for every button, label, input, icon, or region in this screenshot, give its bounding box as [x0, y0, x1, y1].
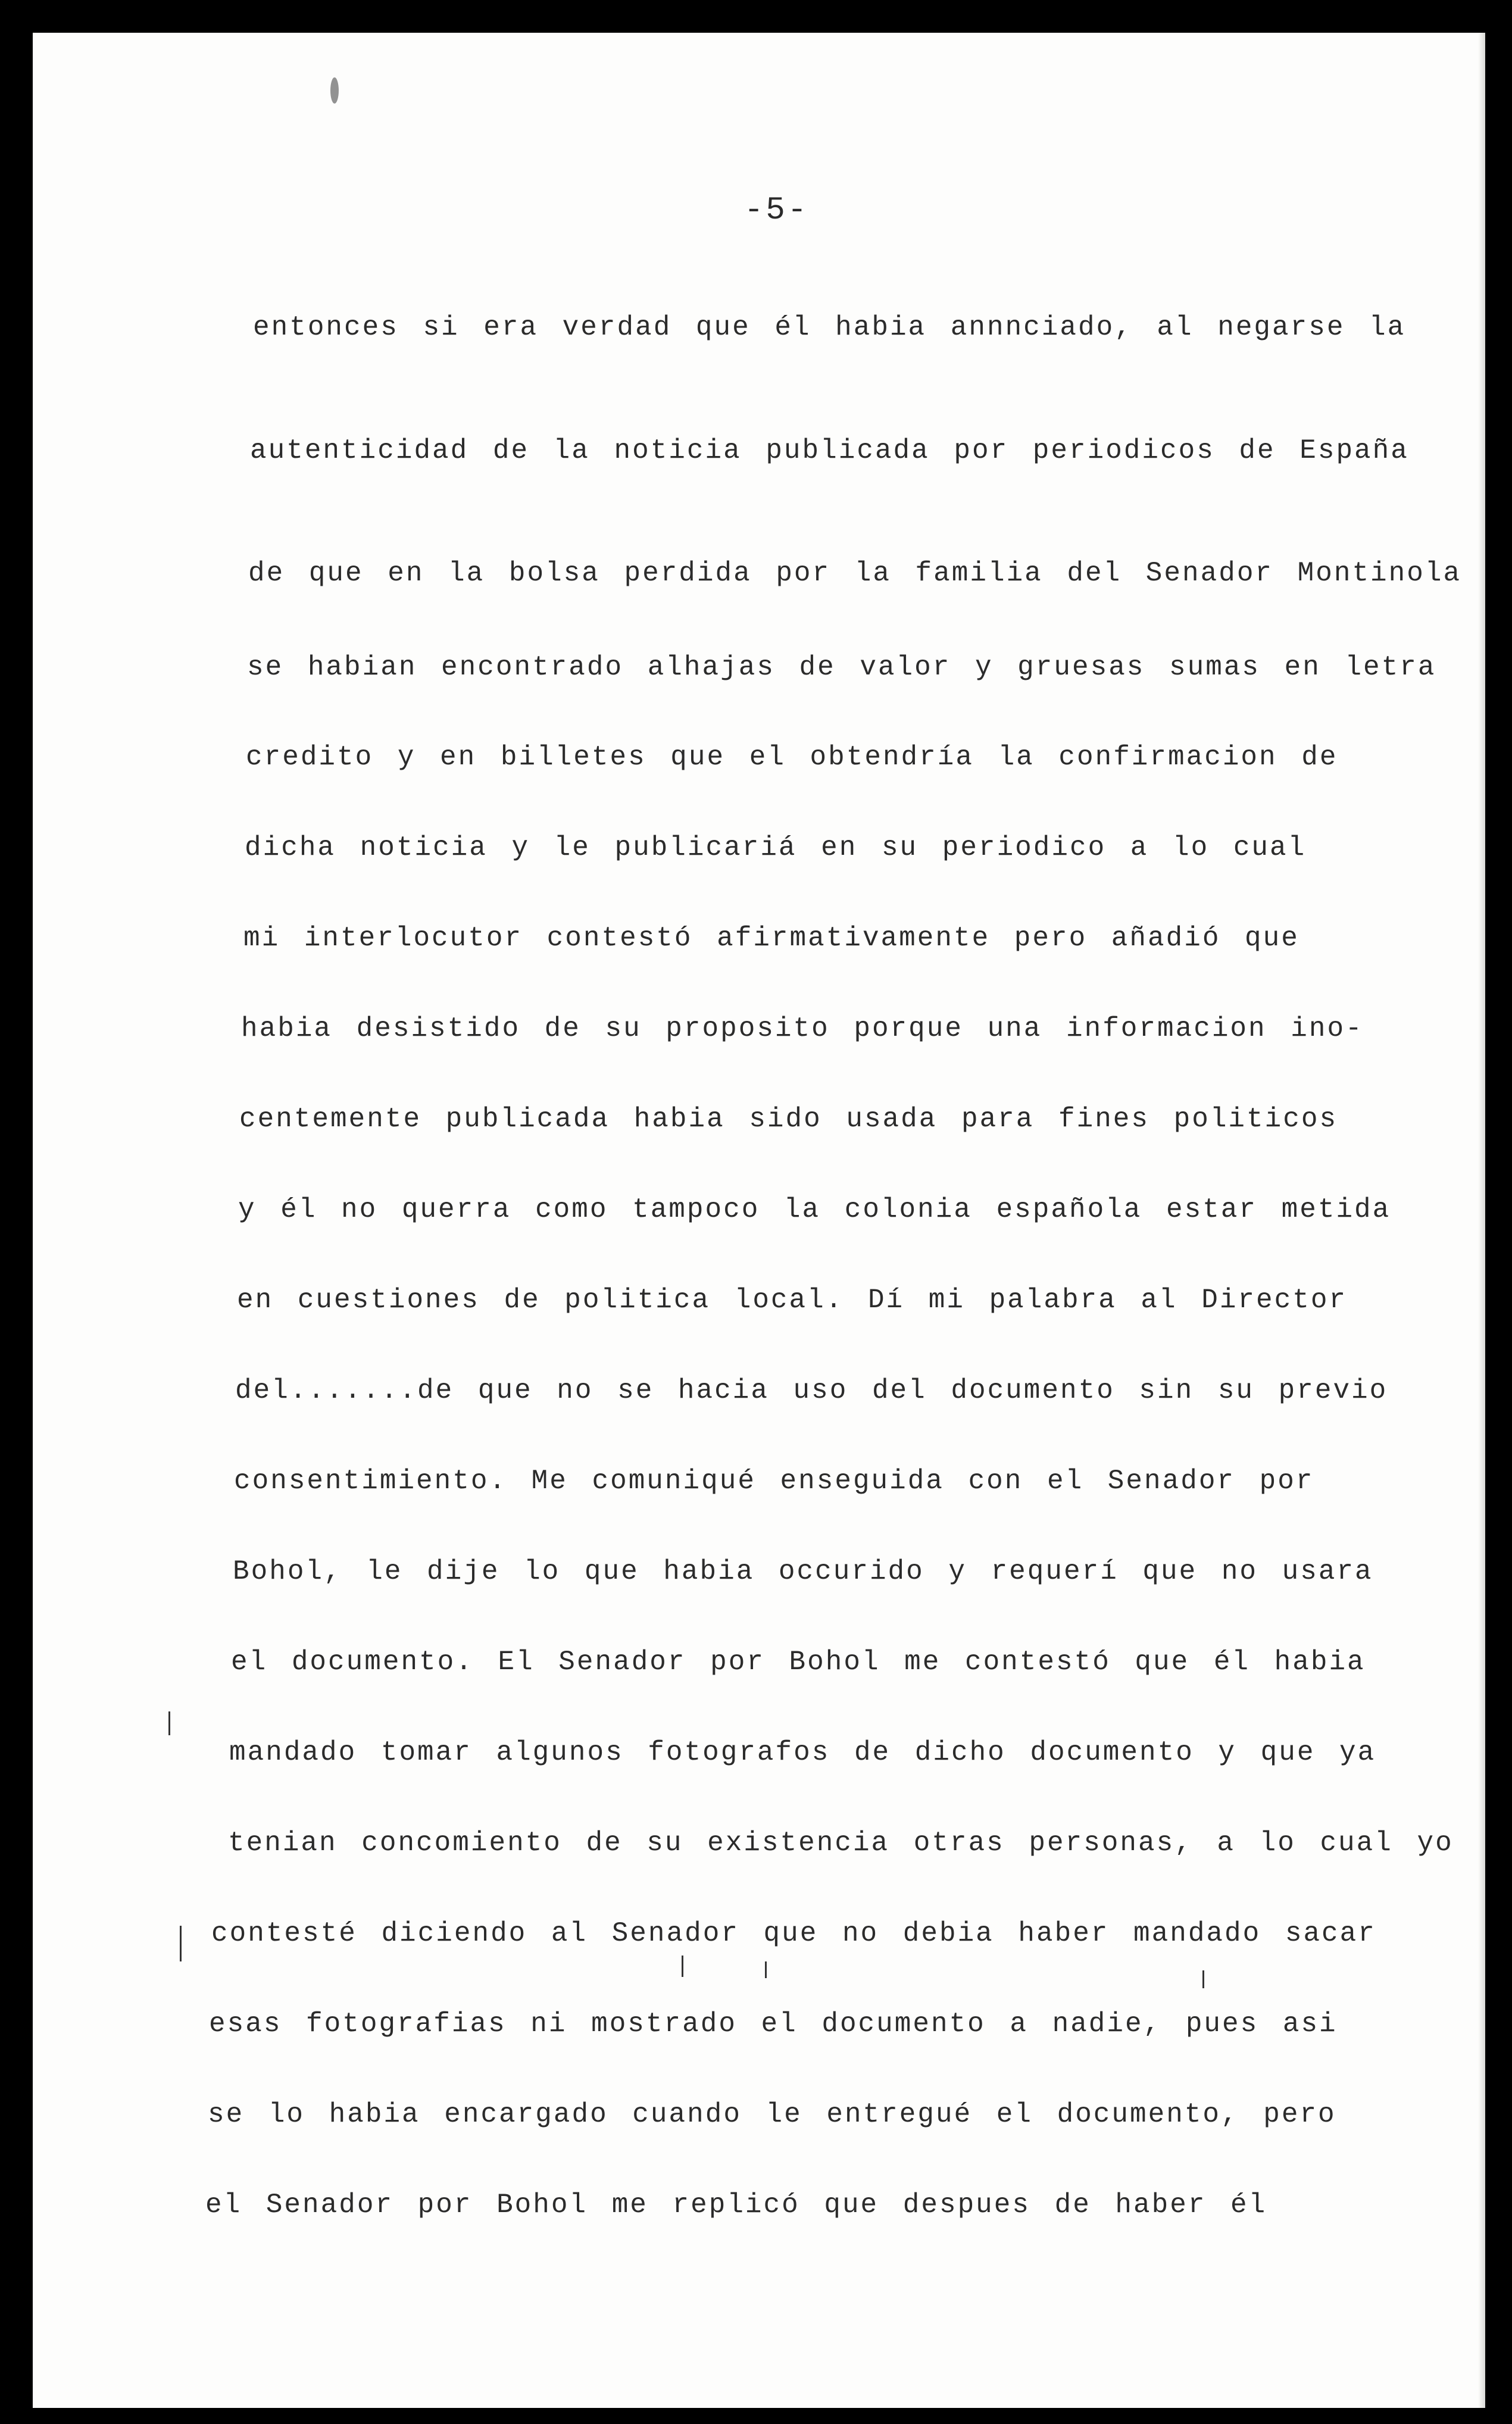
stray-mark: [1202, 1970, 1204, 1988]
text-line: el Senador por Bohol me replicó que despues de haber él: [205, 2189, 1267, 2220]
text-line: de que en la bolsa perdida por la familia del Senador Montinola: [248, 558, 1462, 589]
text-line: habia desistido de su proposito porque una informacion ino-: [241, 1013, 1364, 1044]
text-line: autenticidad de la noticia publicada por periodicos de España: [250, 435, 1409, 466]
stray-mark: [168, 1711, 170, 1735]
text-line: credito y en billetes que el obtendría la confirmacion de: [246, 742, 1338, 773]
text-line: se lo habia encargado cuando le entregué el documento, pero: [208, 2099, 1336, 2130]
text-line: centemente publicada habia sido usada para fines politicos: [239, 1104, 1338, 1135]
punch-hole-mark: [330, 77, 339, 104]
text-line: consentimiento. Me comuniqué enseguida con el Senador por: [234, 1466, 1314, 1497]
text-line: mandado tomar algunos fotografos de dicho documento y que ya: [229, 1737, 1376, 1768]
page-number: -5-: [744, 192, 810, 229]
text-line: en cuestiones de politica local. Dí mi palabra al Director: [237, 1285, 1348, 1316]
stray-mark: [180, 1926, 182, 1961]
text-line: y él no querra como tampoco la colonia española estar metida: [238, 1194, 1391, 1225]
text-line: el documento. El Senador por Bohol me contestó que él habia: [231, 1647, 1366, 1678]
text-line: mi interlocutor contestó afirmativamente pero añadió que: [243, 923, 1299, 954]
stray-mark: [682, 1956, 683, 1977]
text-line: esas fotografias ni mostrado el documento a nadie, pues asi: [209, 2008, 1338, 2039]
text-line: Bohol, le dije lo que habia occurido y requerí que no usara: [233, 1556, 1373, 1587]
text-line: entonces si era verdad que él habia annnciado, al negarse la: [253, 312, 1406, 343]
text-line: dicha noticia y le publicariá en su periodico a lo cual: [245, 832, 1307, 863]
stray-mark: [765, 1961, 767, 1978]
text-line: contesté diciendo al Senador que no debia haber mandado sacar: [211, 1918, 1376, 1949]
page-edge-shadow: [1478, 33, 1485, 2408]
text-line: tenian concomiento de su existencia otras personas, a lo cual yo: [228, 1828, 1454, 1858]
text-line: se habian encontrado alhajas de valor y gruesas sumas en letra: [247, 652, 1436, 683]
document-page: [33, 33, 1485, 2408]
text-line: del.......de que no se hacia uso del documento sin su previo: [235, 1375, 1388, 1406]
